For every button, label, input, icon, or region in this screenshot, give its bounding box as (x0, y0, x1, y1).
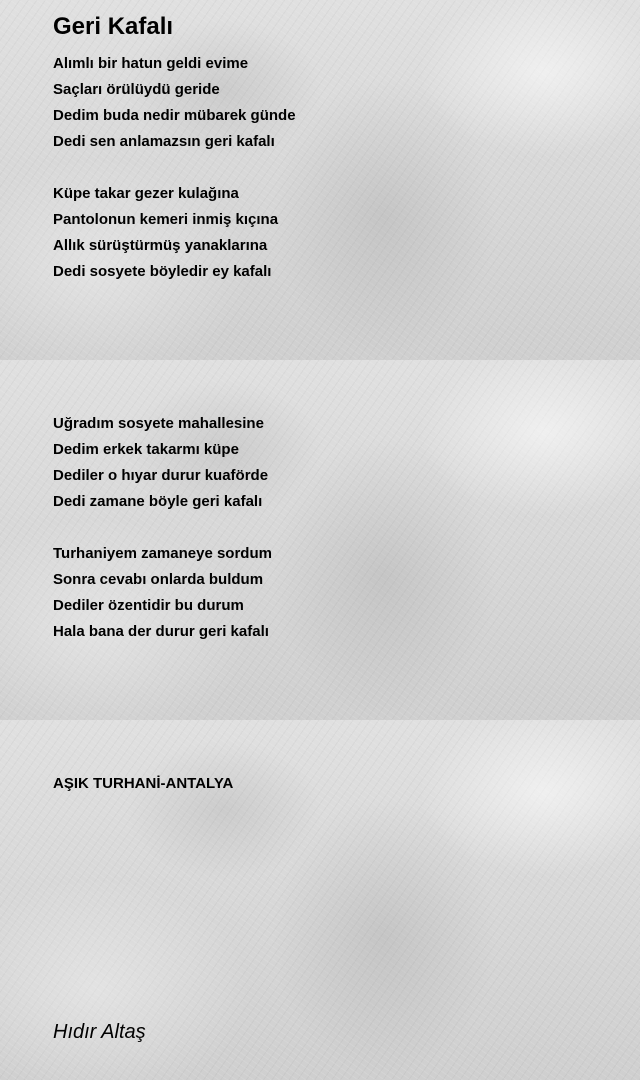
stanza-2 (53, 181, 278, 285)
poem-line: Hala bana der durur geri kafalı (53, 623, 269, 640)
poem-line: Allık sürüştürmüş yanaklarına (53, 237, 268, 254)
poem-panel-2 (0, 360, 640, 720)
poem-panel-3 (0, 720, 640, 1080)
stanza-1 (53, 51, 296, 155)
poem-line: Dedi zamane böyle geri kafalı (53, 493, 263, 510)
poem-line: Dedi sosyete böyledir ey kafalı (53, 263, 272, 280)
poem-line: Dediler özentidir bu durum (53, 597, 244, 614)
poem-line: Dedi sen anlamazsın geri kafalı (53, 133, 275, 150)
stanza-3 (53, 411, 268, 515)
poem-line: Saçları örülüydü geride (53, 81, 220, 98)
poet-signature: AŞIK TURHANİ-ANTALYA (53, 775, 234, 792)
author-name: Hıdır Altaş (53, 1021, 146, 1043)
poem-line: Dediler o hıyar durur kuaförde (53, 467, 269, 484)
poem-line: Küpe takar gezer kulağına (53, 185, 239, 202)
poem-line: Dedim buda nedir mübarek günde (53, 107, 296, 124)
poem-line: Sonra cevabı onlarda buldum (53, 571, 264, 588)
poem-line: Turhaniyem zamaneye sordum (53, 545, 272, 562)
poem-line: Uğradım sosyete mahallesine (53, 415, 264, 432)
poem-panel-1 (0, 0, 640, 360)
poem-line: Alımlı bir hatun geldi evime (53, 55, 249, 72)
poem-line: Pantolonun kemeri inmiş kıçına (53, 211, 279, 228)
stanza-4 (53, 541, 272, 645)
poem-line: Dedim erkek takarmı küpe (53, 441, 239, 458)
poem-title: Geri Kafalı (53, 13, 174, 40)
